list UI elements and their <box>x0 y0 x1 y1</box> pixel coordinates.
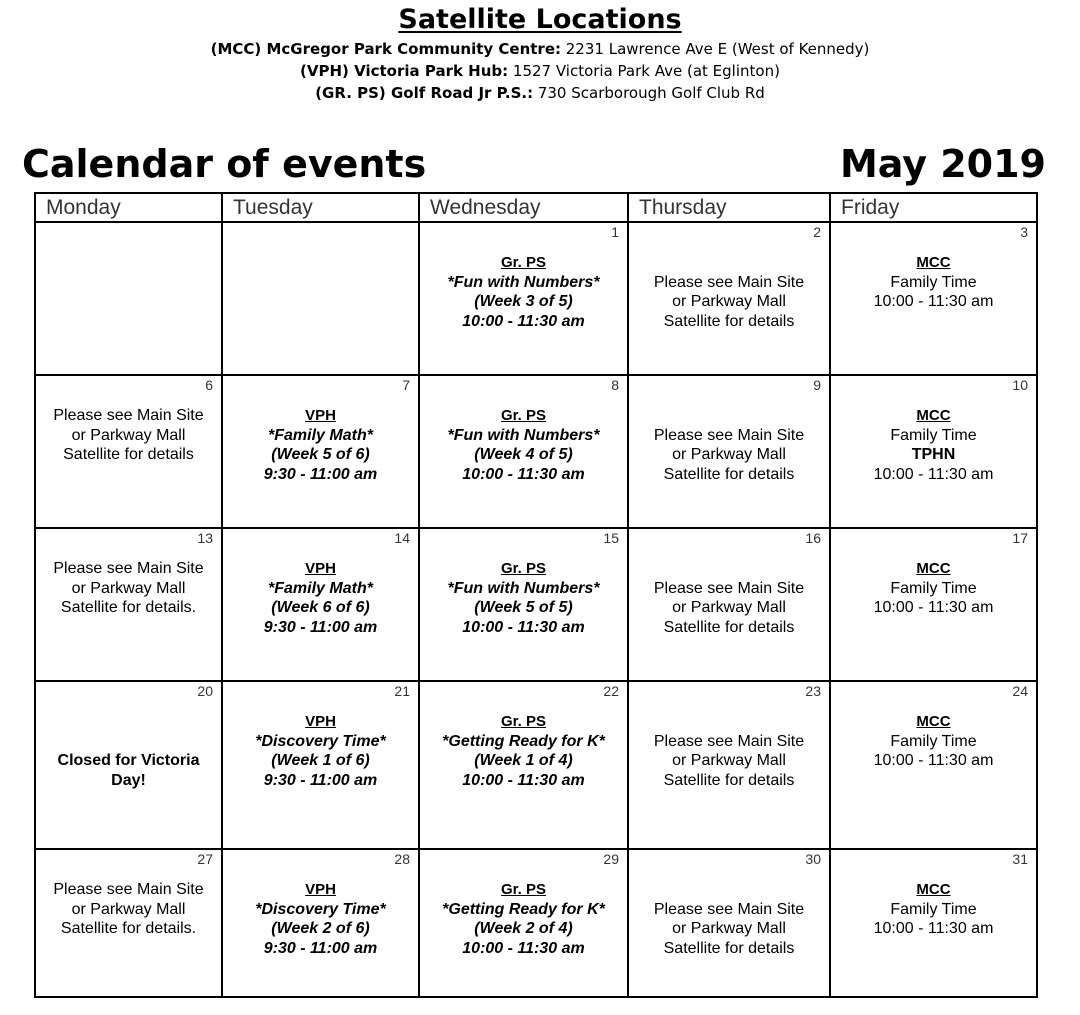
day-number: 23 <box>805 683 821 699</box>
event-line: (Week 3 of 5) <box>474 293 573 310</box>
event-line: *Getting Ready for K* <box>442 732 605 750</box>
event-line: Satellite for details <box>663 312 795 330</box>
event-block <box>629 406 829 484</box>
event-line: or Parkway Mall <box>672 752 786 769</box>
event-line: 10:00 - 11:30 am <box>873 920 994 937</box>
event-line: Satellite for details <box>663 939 795 957</box>
event-line: or Parkway Mall <box>71 426 186 444</box>
event-line <box>629 880 829 900</box>
event-block <box>420 406 627 484</box>
event-line: Please see Main Site <box>653 732 805 750</box>
weekday-header: Tuesday <box>222 194 419 222</box>
weekday-header: Friday <box>830 194 1036 222</box>
day-number: 8 <box>611 377 619 393</box>
event-line: 10:00 - 11:30 am <box>462 618 585 636</box>
event-line: 10:00 - 11:30 am <box>462 771 585 789</box>
event-line: Please see Main Site <box>53 407 204 424</box>
day-cell <box>36 849 222 997</box>
event-line: (Week 1 of 4) <box>474 752 573 769</box>
event-block <box>223 880 418 958</box>
weekday-header: Thursday <box>628 194 830 222</box>
event-line: VPH <box>305 881 336 898</box>
location-code: (GR. PS) Golf Road Jr P.S.: <box>315 84 534 102</box>
event-line: MCC <box>916 560 951 577</box>
event-line: 10:00 - 11:30 am <box>873 599 994 616</box>
location-address: 2231 Lawrence Ave E (West of Kennedy) <box>561 40 870 58</box>
event-line: Family Time <box>890 732 977 750</box>
day-cell <box>419 849 628 997</box>
event-line: Gr. PS <box>500 407 547 424</box>
day-cell <box>628 681 830 849</box>
day-cell <box>830 375 1036 528</box>
day-cell <box>222 222 419 375</box>
event-line: *Discovery Time* <box>255 732 386 750</box>
event-block <box>223 559 418 637</box>
day-cell <box>830 681 1036 849</box>
event-line: 9:30 - 11:00 am <box>263 465 378 483</box>
day-cell <box>830 222 1036 375</box>
event-line: (Week 2 of 6) <box>271 920 370 937</box>
day-number: 31 <box>1012 851 1028 867</box>
day-cell <box>222 528 419 681</box>
event-line: Satellite for details. <box>60 920 197 937</box>
location-address: 1527 Victoria Park Ave (at Eglinton) <box>508 62 780 80</box>
calendar-table <box>36 194 1036 997</box>
week-row <box>36 849 1036 997</box>
event-block <box>831 253 1036 312</box>
event-line: 10:00 - 11:30 am <box>462 312 585 330</box>
event-line: Please see Main Site <box>653 579 805 597</box>
week-row <box>36 222 1036 375</box>
day-number: 10 <box>1012 377 1028 393</box>
event-line: Please see Main Site <box>653 900 805 918</box>
event-line: *Family Math* <box>268 426 373 444</box>
day-number: 30 <box>805 851 821 867</box>
event-line: TPHN <box>911 446 956 463</box>
event-line: VPH <box>305 407 336 424</box>
event-line: (Week 4 of 5) <box>474 446 573 463</box>
event-block <box>223 406 418 484</box>
day-number: 22 <box>603 683 619 699</box>
day-cell <box>419 222 628 375</box>
event-line: or Parkway Mall <box>71 900 186 918</box>
day-cell <box>419 681 628 849</box>
event-line: 9:30 - 11:00 am <box>263 618 378 636</box>
event-block <box>420 712 627 790</box>
event-line: VPH <box>305 560 336 577</box>
day-cell <box>222 681 419 849</box>
week-row <box>36 681 1036 849</box>
day-cell <box>222 375 419 528</box>
day-number: 17 <box>1012 530 1028 546</box>
event-line <box>629 253 829 273</box>
location-address: 730 Scarborough Golf Club Rd <box>533 84 765 102</box>
event-line: Please see Main Site <box>53 560 204 577</box>
day-cell <box>628 849 830 997</box>
event-line: 10:00 - 11:30 am <box>873 465 994 483</box>
weekday-header: Wednesday <box>419 194 628 222</box>
location-line-vph <box>0 62 1080 81</box>
day-number: 14 <box>394 530 410 546</box>
day-cell <box>830 849 1036 997</box>
day-cell <box>36 222 222 375</box>
event-line: Satellite for details <box>63 446 194 463</box>
day-cell <box>628 222 830 375</box>
event-block <box>420 559 627 637</box>
event-line: MCC <box>916 254 951 271</box>
event-line: *Discovery Time* <box>255 900 386 918</box>
day-number: 6 <box>205 377 213 393</box>
event-block <box>36 880 221 939</box>
event-line: 10:00 - 11:30 am <box>873 752 994 769</box>
event-block <box>420 253 627 331</box>
event-line: Family Time <box>890 426 977 444</box>
event-line: Satellite for details. <box>60 599 197 616</box>
event-line: Gr. PS <box>500 560 547 577</box>
event-line: or Parkway Mall <box>672 293 786 310</box>
event-line: *Fun with Numbers* <box>447 426 600 444</box>
event-line: *Fun with Numbers* <box>447 579 600 597</box>
event-line: or Parkway Mall <box>71 579 186 597</box>
day-number: 15 <box>603 530 619 546</box>
day-cell <box>830 528 1036 681</box>
day-cell <box>222 849 419 997</box>
day-cell <box>36 681 222 849</box>
event-line: Family Time <box>890 273 977 291</box>
day-number: 29 <box>603 851 619 867</box>
location-code: (VPH) Victoria Park Hub: <box>300 62 509 80</box>
event-line: 10:00 - 11:30 am <box>462 939 585 957</box>
event-line: Closed for Victoria <box>57 752 200 769</box>
event-line: (Week 2 of 4) <box>474 920 573 937</box>
event-block <box>36 406 221 465</box>
event-line <box>629 406 829 426</box>
day-number: 28 <box>394 851 410 867</box>
event-line: Family Time <box>890 579 977 597</box>
event-line: Please see Main Site <box>653 426 805 444</box>
event-block <box>831 880 1036 939</box>
event-line: Satellite for details <box>663 618 795 636</box>
event-line <box>629 559 829 579</box>
event-line: (Week 5 of 5) <box>474 599 573 616</box>
event-block <box>831 712 1036 771</box>
event-block <box>831 559 1036 618</box>
event-block <box>629 253 829 331</box>
day-number: 7 <box>402 377 410 393</box>
event-line: 9:30 - 11:00 am <box>263 771 378 789</box>
location-code: (MCC) McGregor Park Community Centre: <box>210 40 561 58</box>
day-number: 2 <box>813 224 821 240</box>
event-line: (Week 6 of 6) <box>271 599 370 616</box>
event-line: Gr. PS <box>500 254 547 271</box>
event-line: MCC <box>916 713 951 730</box>
event-line: *Getting Ready for K* <box>442 900 605 918</box>
event-line: Please see Main Site <box>53 881 204 898</box>
day-cell <box>36 375 222 528</box>
weekday-header: Monday <box>36 194 222 222</box>
day-number: 3 <box>1020 224 1028 240</box>
weekday-header-row <box>36 194 1036 222</box>
event-line: or Parkway Mall <box>672 920 786 937</box>
week-row <box>36 528 1036 681</box>
day-number: 13 <box>197 530 213 546</box>
day-cell <box>419 528 628 681</box>
event-line: 9:30 - 11:00 am <box>263 939 378 957</box>
event-line: *Fun with Numbers* <box>447 273 600 291</box>
event-line <box>629 712 829 732</box>
location-line-mcc <box>0 40 1080 59</box>
event-block <box>629 880 829 958</box>
event-line: 10:00 - 11:30 am <box>462 465 585 483</box>
event-line <box>36 732 221 752</box>
event-line: or Parkway Mall <box>672 446 786 463</box>
event-line: Please see Main Site <box>653 273 805 291</box>
event-line: Satellite for details <box>663 771 795 789</box>
event-line: Satellite for details <box>663 465 795 483</box>
calendar-grid <box>34 192 1038 998</box>
month-title: May 2019 <box>839 142 1046 186</box>
day-number: 21 <box>394 683 410 699</box>
event-block <box>629 712 829 790</box>
event-block <box>831 406 1036 484</box>
event-line <box>36 712 221 732</box>
event-block <box>223 712 418 790</box>
event-line: (Week 5 of 6) <box>271 446 370 463</box>
event-block <box>36 712 221 790</box>
day-number: 9 <box>813 377 821 393</box>
day-cell <box>36 528 222 681</box>
location-line-grps <box>0 84 1080 103</box>
event-line: Gr. PS <box>500 713 547 730</box>
event-block <box>629 559 829 637</box>
event-line: VPH <box>305 713 336 730</box>
event-line: 10:00 - 11:30 am <box>873 293 994 310</box>
day-number: 1 <box>611 224 619 240</box>
event-line: *Family Math* <box>268 579 373 597</box>
day-number: 20 <box>197 683 213 699</box>
day-number: 27 <box>197 851 213 867</box>
day-cell <box>628 528 830 681</box>
event-line: (Week 1 of 6) <box>271 752 370 769</box>
event-block <box>420 880 627 958</box>
event-block <box>36 559 221 618</box>
event-line: MCC <box>916 881 951 898</box>
event-line: MCC <box>916 407 951 424</box>
event-line: Gr. PS <box>500 881 547 898</box>
locations-title: Satellite Locations <box>398 4 682 35</box>
calendar-title: Calendar of events <box>22 142 427 186</box>
day-cell <box>419 375 628 528</box>
event-line: Day! <box>111 771 146 789</box>
day-number: 16 <box>805 530 821 546</box>
week-row <box>36 375 1036 528</box>
event-line: Family Time <box>890 900 977 918</box>
day-cell <box>628 375 830 528</box>
event-line: or Parkway Mall <box>672 599 786 616</box>
day-number: 24 <box>1012 683 1028 699</box>
